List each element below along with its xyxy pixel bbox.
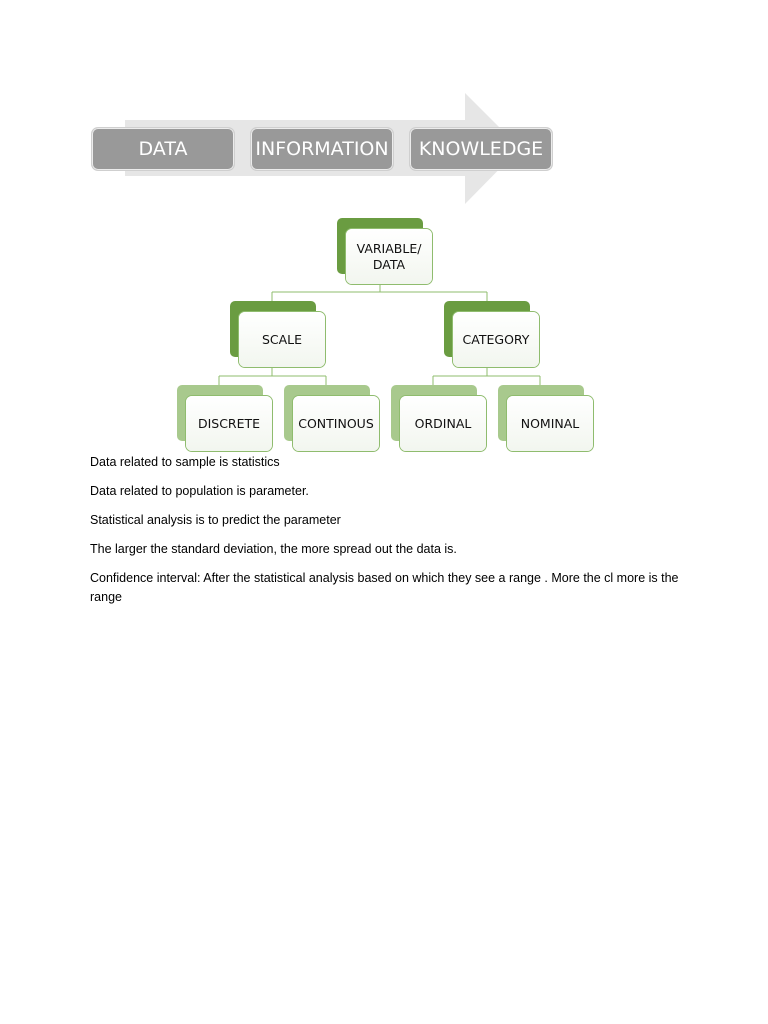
process-step-knowledge: KNOWLEDGE (409, 127, 553, 171)
process-arrow-shape (0, 0, 768, 220)
discrete-node (185, 395, 273, 452)
nominal-node (506, 395, 594, 452)
continous-node (292, 395, 380, 452)
continous-node-label: CONTINOUS (293, 396, 379, 451)
process-step-information: INFORMATION (250, 127, 394, 171)
discrete-node-label: DISCRETE (186, 396, 272, 451)
note-population-parameter: Data related to population is parameter. (90, 484, 309, 498)
note-standard-deviation: The larger the standard deviation, the more spread out the data is. (90, 542, 457, 556)
ordinal-node (399, 395, 487, 452)
variable-hierarchy-diagram (0, 210, 768, 460)
note-sample-statistics: Data related to sample is statistics (90, 455, 280, 469)
category-node-label: CATEGORY (453, 312, 539, 367)
process-diagram (0, 0, 768, 220)
note-confidence-interval: Confidence interval: After the statistical analysis based on which they see a range . More the cl more is the range (90, 571, 679, 604)
ordinal-node-label: ORDINAL (400, 396, 486, 451)
nominal-node-label: NOMINAL (507, 396, 593, 451)
notes-section (90, 453, 680, 617)
scale-node (238, 311, 326, 368)
category-node (452, 311, 540, 368)
root-node-label: VARIABLE/ DATA (346, 229, 432, 284)
note-statistical-analysis: Statistical analysis is to predict the parameter (90, 513, 341, 527)
process-step-data: DATA (91, 127, 235, 171)
scale-node-label: SCALE (239, 312, 325, 367)
root-node (345, 228, 433, 285)
